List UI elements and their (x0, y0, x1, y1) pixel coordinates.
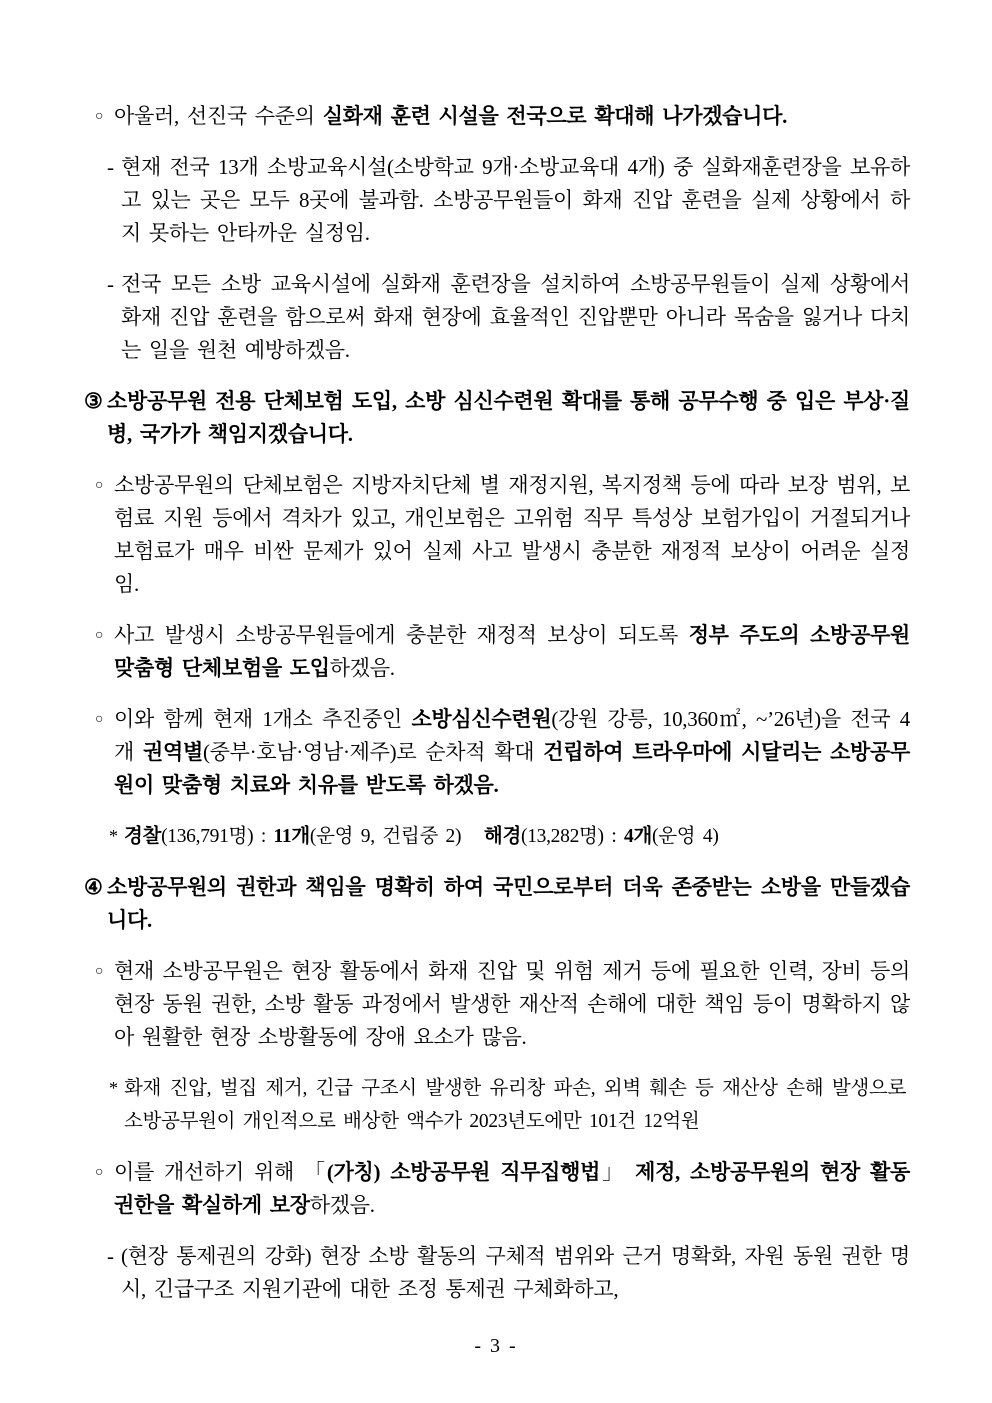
paragraph-note (0, 820, 992, 853)
paragraph-text (114, 1160, 910, 1217)
paragraph-text (107, 875, 910, 932)
text-run: (13,282명) : (521, 826, 625, 847)
text-run: 권역별 (143, 740, 203, 764)
paragraph-circle (0, 955, 992, 1054)
text-run: 이와 함께 현재 1개소 추진중인 (114, 707, 412, 731)
text-run: (가칭) 소방공무원 직무집행법 (326, 1160, 601, 1184)
text-run: 현재 전국 13개 소방교육시설(소방학교 9개·소방교육대 4개) 중 실화재훈련장을 보유하고 있는 곳은 모두 8곳에 불과함. 소방공무원들이 화재 진압 훈련을 실제 상황에서 하지 못하는 안타까운 실정임. (121, 155, 910, 245)
paragraph-text (124, 1078, 906, 1132)
text-run: 현재 소방공무원은 현장 활동에서 화재 진압 및 위험 제거 등에 필요한 인력, 장비 등의 현장 동원 권한, 소방 활동 과정에서 발생한 재산적 손해에 대한 책임 등이 명확하지 않아 원활한 현장 소방활동에 장애 요소가 많음. (114, 959, 910, 1049)
dash-bullet-icon: - (107, 1244, 114, 1268)
text-run: 전국 모든 소방 교육시설에 실화재 훈련장을 설치하여 소방공무원들이 실제 상황에서 화재 진압 훈련을 함으로써 화재 현장에 효율적인 진압뿐만 아니라 목숨을 잃거나 다치는 일을 원천 예방하겠음. (121, 272, 910, 362)
asterisk-bullet-icon: * (109, 1078, 118, 1098)
circle-bullet-icon: ○ (95, 1165, 104, 1180)
paragraph-numbered (0, 871, 992, 937)
paragraph-text (114, 959, 910, 1049)
text-run: (현장 통제권의 강화) 현장 소방 활동의 구체적 범위와 근거 명확화, 자원 동원 권한 명시, 긴급구조 지원기관에 대한 조정 통제권 구체화하고, (121, 1244, 910, 1301)
text-run: 소방심신수련원 (411, 707, 552, 731)
text-run: 실화재 훈련 시설을 전국으로 확대해 나가겠습니다. (322, 104, 788, 128)
text-run: (운영 4) (652, 826, 719, 847)
item-number: ④ (84, 875, 103, 899)
text-run: 이를 개선하기 위해 「 (114, 1160, 327, 1184)
text-run: 소방공무원의 권한과 책임을 명확히 하여 국민으로부터 더욱 존중받는 소방을 만들겠습니다. (107, 875, 910, 932)
page-number: - 3 - (474, 1335, 518, 1357)
paragraph-dash (0, 268, 992, 367)
text-run: 」 (600, 1160, 636, 1184)
text-run: (운영 9, 건립중 2) (309, 826, 484, 847)
paragraph-text (121, 1244, 910, 1301)
text-run: 해경 (483, 826, 521, 847)
text-run: 사고 발생시 소방공무원들에게 충분한 재정적 보상이 되도록 (114, 623, 689, 647)
document-body (0, 100, 992, 1324)
asterisk-bullet-icon: * (109, 826, 118, 846)
paragraph-text (121, 272, 910, 362)
circle-bullet-icon: ○ (95, 964, 104, 979)
text-run: 정부 주도의 소방공무원 맞춤형 단체보험을 도입 (114, 623, 910, 680)
dash-bullet-icon: - (107, 155, 114, 179)
dash-bullet-icon: - (107, 272, 114, 296)
text-run: 경찰 (124, 826, 162, 847)
text-run: (강원 강릉, 10,360㎡, ~’26년)을 전국 4개 (114, 707, 910, 764)
circle-bullet-icon: ○ (95, 478, 104, 493)
text-run: 제정, 소방공무원의 현장 활동 권한을 확실하게 보장 (114, 1160, 910, 1217)
text-run: 소방공무원 전용 단체보험 도입, 소방 심신수련원 확대를 통해 공무수행 중 입은 부상·질병, 국가가 책임지겠습니다. (107, 389, 910, 446)
paragraph-dash (0, 151, 992, 250)
circle-bullet-icon: ○ (95, 109, 104, 124)
text-run: (중부·호남·영남·제주)로 순차적 확대 (202, 740, 544, 764)
text-run: 소방공무원의 단체보험은 지방자치단체 별 재정지원, 복지정책 등에 따라 보장 범위, 보험료 지원 등에서 격차가 있고, 개인보험은 고위험 직무 특성상 보험가입이 거절되거나 보험료가 매우 비싼 문제가 있어 실제 사고 발생시 충분한 재정적 보상이 어려운 실정임. (114, 473, 910, 596)
paragraph-text (114, 707, 910, 797)
text-run: 화재 진압, 벌집 제거, 긴급 구조시 발생한 유리창 파손, 외벽 훼손 등 재산상 손해 발생으로 소방공무원이 개인적으로 배상한 액수가 2023년도에만 101건 12억원 (124, 1078, 906, 1132)
text-run: 하겠음. (329, 656, 395, 680)
paragraph-circle (0, 703, 992, 802)
paragraph-circle (0, 619, 992, 685)
circle-bullet-icon: ○ (95, 712, 104, 727)
paragraph-circle (0, 100, 992, 133)
text-run: 4개 (624, 826, 653, 847)
text-run: 하겠음. (309, 1193, 375, 1217)
text-run: 11개 (273, 826, 310, 847)
paragraph-note (0, 1072, 992, 1138)
paragraph-text (124, 826, 719, 847)
paragraph-circle (0, 1156, 992, 1222)
paragraph-circle (0, 469, 992, 601)
paragraph-numbered (0, 385, 992, 451)
text-run: 아울러, 선진국 수준의 (114, 104, 323, 128)
paragraph-text (121, 155, 910, 245)
paragraph-text (107, 389, 910, 446)
paragraph-text (114, 623, 910, 680)
paragraph-text (114, 104, 787, 128)
circle-bullet-icon: ○ (95, 628, 104, 643)
text-run: (136,791명) : (161, 826, 274, 847)
paragraph-text (114, 473, 910, 596)
paragraph-dash (0, 1240, 992, 1306)
item-number: ③ (84, 389, 103, 413)
text-run: 건립하여 트라우마에 시달리는 소방공무원이 맞춤형 치료와 치유를 받도록 하겠음. (114, 740, 911, 797)
